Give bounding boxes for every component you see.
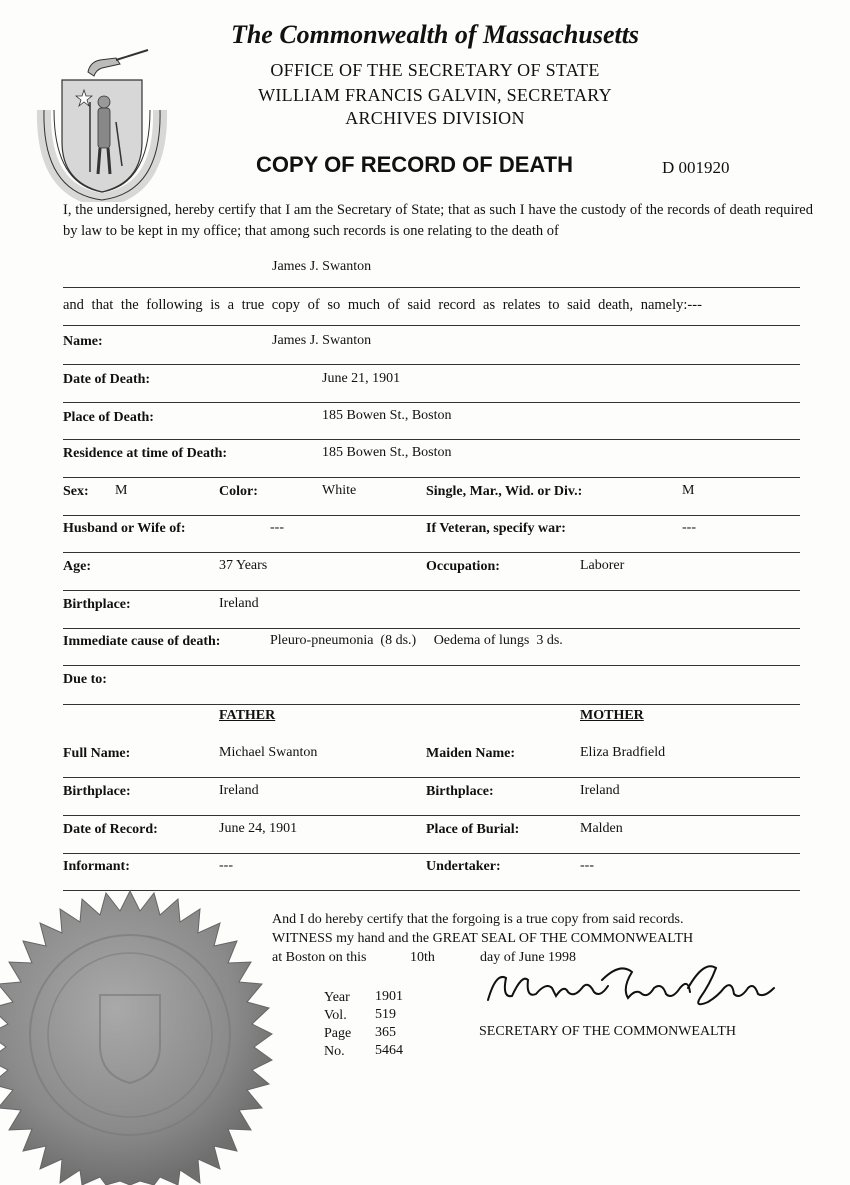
sex-value: M <box>115 483 128 498</box>
year-value: 1901 <box>375 989 403 1004</box>
subject-name: James J. Swanton <box>272 259 372 274</box>
informant-value: --- <box>219 858 233 873</box>
marital-status-value: M <box>682 483 695 498</box>
certification-day: 10th <box>410 950 435 965</box>
mother-birthplace-value: Ireland <box>580 783 620 798</box>
residence-label: Residence at time of Death: <box>63 446 228 461</box>
certification-paragraph: I, the undersigned, hereby certify that I am the Secretary of State; that as such I have the custody of the records of death required by law to be kept in my office; that among such records is one relating to the death of <box>63 202 813 239</box>
undertaker-label: Undertaker: <box>426 859 501 874</box>
place-of-burial-label: Place of Burial: <box>426 822 520 837</box>
divider <box>63 287 800 288</box>
great-seal-embossed-icon <box>0 885 290 1185</box>
color-label: Color: <box>219 484 258 499</box>
date-of-record-label: Date of Record: <box>63 822 158 837</box>
place-of-death-label: Place of Death: <box>63 410 154 425</box>
father-full-name-value: Michael Swanton <box>219 745 318 760</box>
undertaker-value: --- <box>580 858 594 873</box>
document-title: COPY OF RECORD OF DEATH <box>256 152 573 177</box>
cause-of-death-value: Pleuro-pneumonia (8 ds.) Oedema of lungs 3 ds. <box>270 633 563 648</box>
birthplace-label: Birthplace: <box>63 597 131 612</box>
true-copy-statement: and that the following is a true copy of so much of said record as relates to said death, namely:--- <box>63 297 702 313</box>
father-full-name-label: Full Name: <box>63 746 131 761</box>
color-value: White <box>322 483 357 498</box>
division-line: ARCHIVES DIVISION <box>345 108 525 128</box>
name-label: Name: <box>63 334 103 349</box>
divider <box>63 815 800 816</box>
divider <box>63 552 800 553</box>
informant-label: Informant: <box>63 859 130 874</box>
divider <box>63 364 800 365</box>
date-of-death-label: Date of Death: <box>63 372 151 387</box>
mother-maiden-name-label: Maiden Name: <box>426 746 516 761</box>
veteran-label: If Veteran, specify war: <box>426 521 566 536</box>
veteran-value: --- <box>682 520 696 535</box>
divider <box>63 853 800 854</box>
residence-value: 185 Bowen St., Boston <box>322 445 452 460</box>
divider <box>63 477 800 478</box>
year-label: Year <box>324 990 350 1005</box>
occupation-value: Laborer <box>580 558 625 573</box>
divider <box>63 515 800 516</box>
occupation-label: Occupation: <box>426 559 500 574</box>
certification-line-3-prefix: at Boston on this <box>272 950 367 965</box>
age-value: 37 Years <box>219 558 268 573</box>
divider <box>63 325 800 326</box>
name-value: James J. Swanton <box>272 333 372 348</box>
certification-line-2: WITNESS my hand and the GREAT SEAL OF THE COMMONWEALTH <box>272 931 694 946</box>
document-number: D 001920 <box>662 158 730 177</box>
place-of-burial-value: Malden <box>580 821 623 836</box>
sex-label: Sex: <box>63 484 89 499</box>
mother-maiden-name-value: Eliza Bradfield <box>580 745 666 760</box>
place-of-death-value: 185 Bowen St., Boston <box>322 408 452 423</box>
certification-line-1: And I do hereby certify that the forgoing is a true copy from said records. <box>272 912 684 927</box>
secretary-line: WILLIAM FRANCIS GALVIN, SECRETARY <box>258 85 612 105</box>
father-birthplace-value: Ireland <box>219 783 259 798</box>
divider <box>63 665 800 666</box>
birthplace-value: Ireland <box>219 596 259 611</box>
divider <box>63 590 800 591</box>
page-label: Page <box>324 1026 352 1041</box>
cause-of-death-label: Immediate cause of death: <box>63 634 221 649</box>
vol-value: 519 <box>375 1007 396 1022</box>
father-heading: FATHER <box>219 708 276 723</box>
number-label: No. <box>324 1044 345 1059</box>
divider <box>63 439 800 440</box>
father-birthplace-label: Birthplace: <box>63 784 131 799</box>
date-of-death-value: June 21, 1901 <box>322 371 401 386</box>
office-line: OFFICE OF THE SECRETARY OF STATE <box>270 60 600 80</box>
mother-heading: MOTHER <box>580 708 644 723</box>
divider <box>63 777 800 778</box>
vol-label: Vol. <box>324 1008 347 1023</box>
spouse-value: --- <box>270 520 284 535</box>
secretary-signature-icon <box>482 958 782 1018</box>
due-to-label: Due to: <box>63 672 107 687</box>
number-value: 5464 <box>375 1043 403 1058</box>
mother-birthplace-label: Birthplace: <box>426 784 494 799</box>
divider <box>63 704 800 705</box>
page-value: 365 <box>375 1025 396 1040</box>
signer-title: SECRETARY OF THE COMMONWEALTH <box>479 1024 736 1039</box>
age-label: Age: <box>63 559 91 574</box>
commonwealth-title: The Commonwealth of Massachusetts <box>230 20 640 49</box>
date-of-record-value: June 24, 1901 <box>219 821 298 836</box>
divider <box>63 402 800 403</box>
certification-line-3-suffix: day of June 1998 <box>480 950 577 965</box>
spouse-label: Husband or Wife of: <box>63 521 186 536</box>
divider <box>63 628 800 629</box>
marital-status-label: Single, Mar., Wid. or Div.: <box>426 484 583 499</box>
